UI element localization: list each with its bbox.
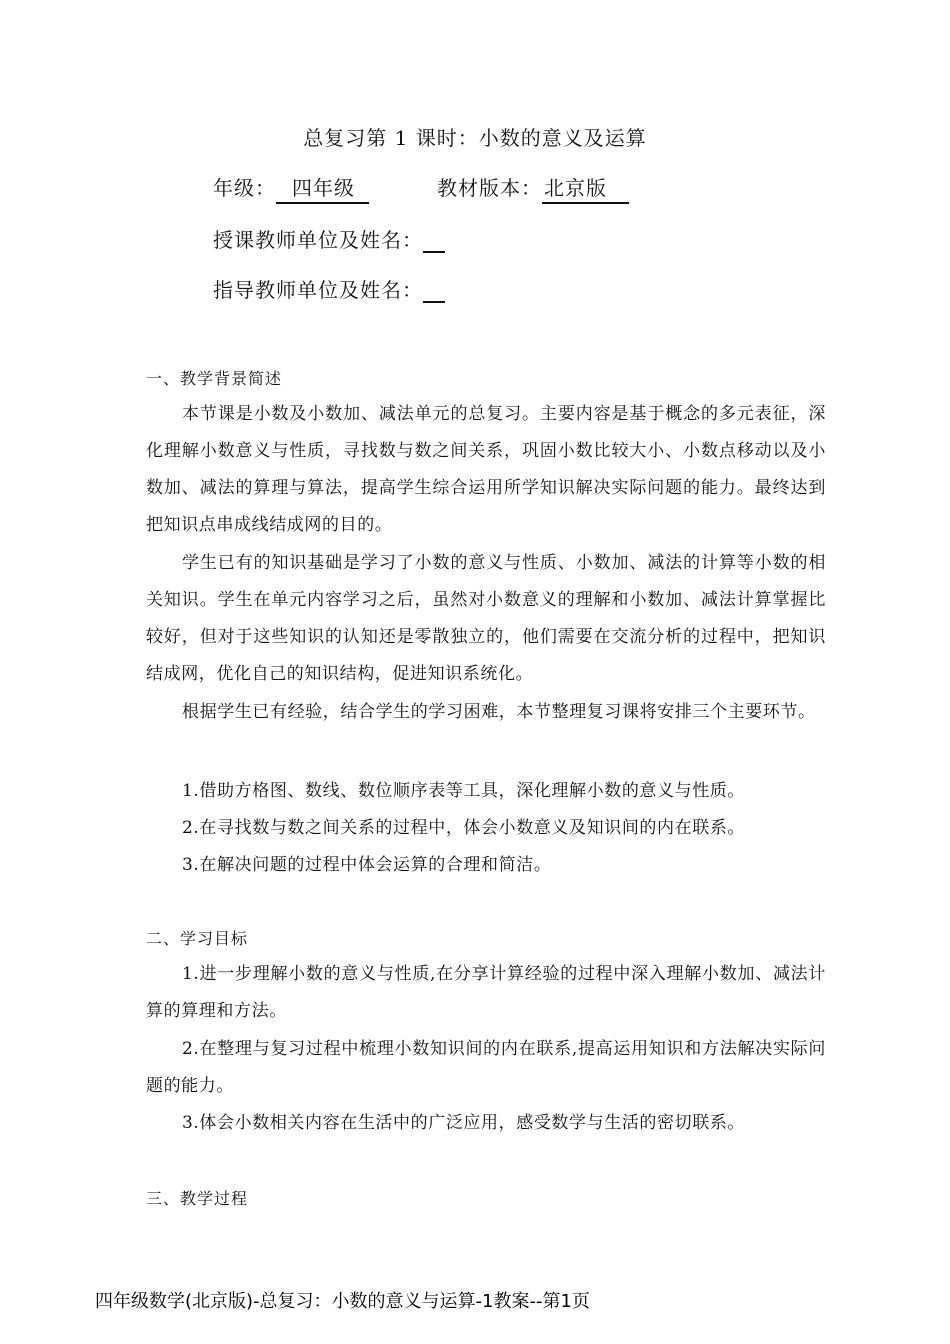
page-footer: 四年级数学(北京版)-总复习：小数的意义与运算-1教案--第1页 xyxy=(95,1291,590,1312)
background-paragraph-2: 学生已有的知识基础是学习了小数的意义与性质、小数加、减法的计算等小数的相关知识。学生在单元内容学习之后，虽然对小数意义的理解和小数加、减法计算掌握比较好，但对于这些知识的认知还是零散独立的，他们需要在交流分析的过程中，把知识结成网，优化自己的知识结构，促进知识系统化。 xyxy=(146,553,826,684)
section-heading-process: 三、教学过程 xyxy=(146,1189,249,1208)
teacher-blank xyxy=(423,229,445,253)
background-paragraph-1: 本节课是小数及小数加、减法单元的总复习。主要内容是基于概念的多元表征，深化理解小数意义与性质，寻找数与数之间关系，巩固小数比较大小、小数点移动以及小数加、减法的算理与算法，提高学生综合运用所学知识解决实际问题的能力。最终达到把知识点串成线结成网的目的。 xyxy=(146,404,826,535)
background-item-2: 2.在寻找数与数之间关系的过程中，体会小数意义及知识间的内在联系。 xyxy=(182,818,746,838)
page-title: 总复习第 1 课时：小数的意义及运算 xyxy=(303,126,647,150)
grade-value: 四年级 xyxy=(276,176,369,204)
advisor-label: 指导教师单位及姓名： xyxy=(213,278,423,302)
grade-edition-line xyxy=(213,172,629,204)
advisor-line xyxy=(213,274,445,303)
goal-1: 1.进一步理解小数的意义与性质,在分享计算经验的过程中深入理解小数加、减法计算的算理和方法。 xyxy=(146,964,826,1021)
goal-2: 2.在整理与复习过程中梳理小数知识间的内在联系,提高运用知识和方法解决实际问题的能力。 xyxy=(146,1039,826,1096)
edition-label: 教材版本： xyxy=(437,176,542,200)
section-heading-background: 一、教学背景简述 xyxy=(146,369,283,388)
edition-value: 北京版 xyxy=(542,176,629,204)
teacher-label: 授课教师单位及姓名： xyxy=(213,228,423,252)
teacher-line xyxy=(213,224,445,253)
advisor-blank xyxy=(423,279,445,303)
background-paragraph-3: 根据学生已有经验，结合学生的学习困难，本节整理复习课将安排三个主要环节。 xyxy=(182,702,816,722)
section-heading-goals: 二、学习目标 xyxy=(146,929,249,948)
background-item-1: 1.借助方格图、数线、数位顺序表等工具，深化理解小数的意义与性质。 xyxy=(182,781,746,801)
grade-label: 年级： xyxy=(213,176,276,200)
background-item-3: 3.在解决问题的过程中体会运算的合理和简洁。 xyxy=(182,855,552,875)
goal-3: 3.体会小数相关内容在生活中的广泛应用，感受数学与生活的密切联系。 xyxy=(182,1113,746,1133)
